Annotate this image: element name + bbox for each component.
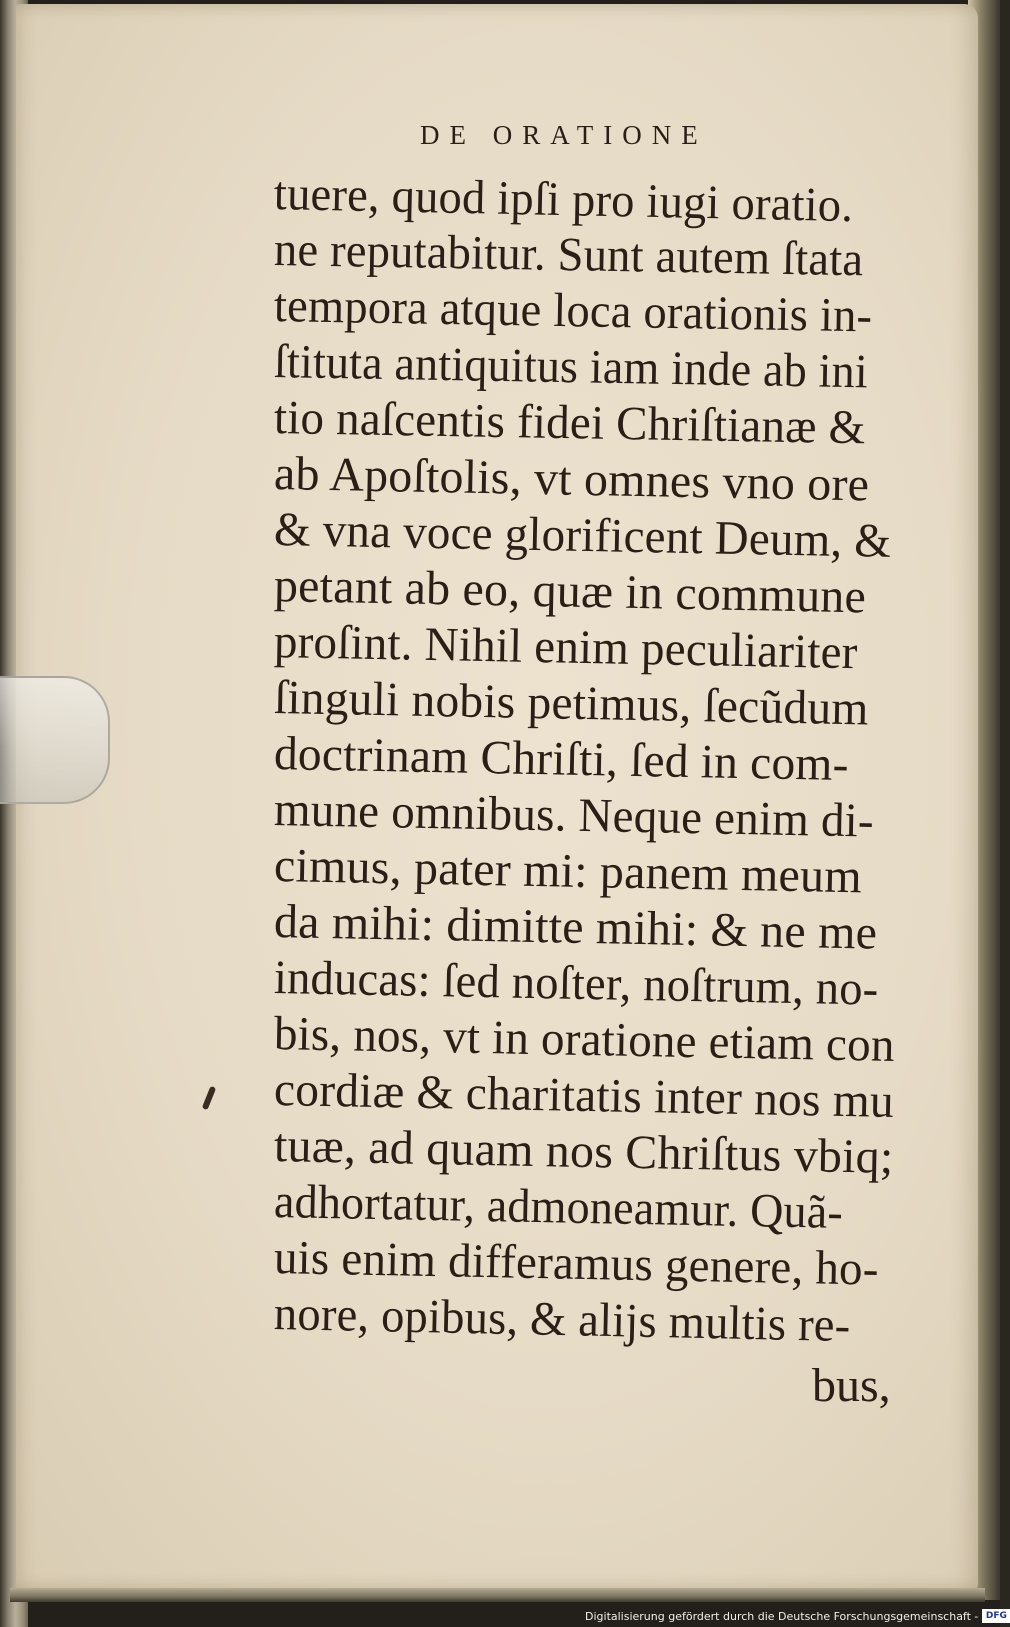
text-line: ne reputabitur. Sunt autem ſtata [273, 223, 864, 287]
bottom-page-edge [10, 1588, 985, 1602]
text-line: cimus, pater mi: panem meum [273, 839, 863, 904]
text-line: proſint. Nihil enim peculiariter [273, 615, 859, 680]
text-line: bis, nos, vt in oratione etiam con [273, 1007, 896, 1072]
text-line: ſinguli nobis petimus, ſecũdum [273, 671, 870, 736]
text-line: mune omnibus. Neque enim di- [273, 783, 875, 848]
catchword: bus, [812, 1359, 891, 1412]
text-line: inducas: ſed noſter, noſtrum, no- [273, 951, 879, 1016]
text-line: ab Apoſtolis, vt omnes vno ore [273, 447, 870, 512]
text-line: tuere, quod ipſi pro iugi oratio. [273, 167, 854, 233]
text-line: ſtituta antiquitus iam inde ab ini [273, 335, 869, 399]
text-line: & vna voce glorificent Deum, & [273, 503, 892, 568]
text-line: tuæ, ad quam nos Chriſtus vbiq; [273, 1119, 894, 1184]
text-line: adhortatur, admoneamur. Quã- [273, 1175, 844, 1239]
text-block [273, 166, 914, 1353]
text-line: tio naſcentis fidei Chriſtianæ & [273, 391, 866, 455]
text-line: tempora atque loca orationis in- [273, 279, 873, 343]
running-head: DE ORATIONE [420, 120, 708, 150]
text-line: da mihi: dimitte mihi: & ne me [273, 895, 878, 960]
text-line: cordiæ & charitatis inter nos mu [273, 1063, 895, 1128]
text-line: petant ab eo, quæ in commune [273, 559, 867, 624]
footer-credit: Digitalisierung gefördert durch die Deutsche Forschungsgemeinschaft - [585, 1609, 979, 1623]
text-line: uis enim differamus genere, ho- [273, 1231, 880, 1296]
text-line: doctrinam Chriſti, ſed in com- [273, 727, 850, 792]
text-line: nore, opibus, & alijs multis re- [273, 1287, 851, 1353]
page-clip [0, 676, 110, 804]
digitization-footer [585, 1606, 1010, 1626]
dfg-logo-icon: DFG [982, 1609, 1010, 1623]
